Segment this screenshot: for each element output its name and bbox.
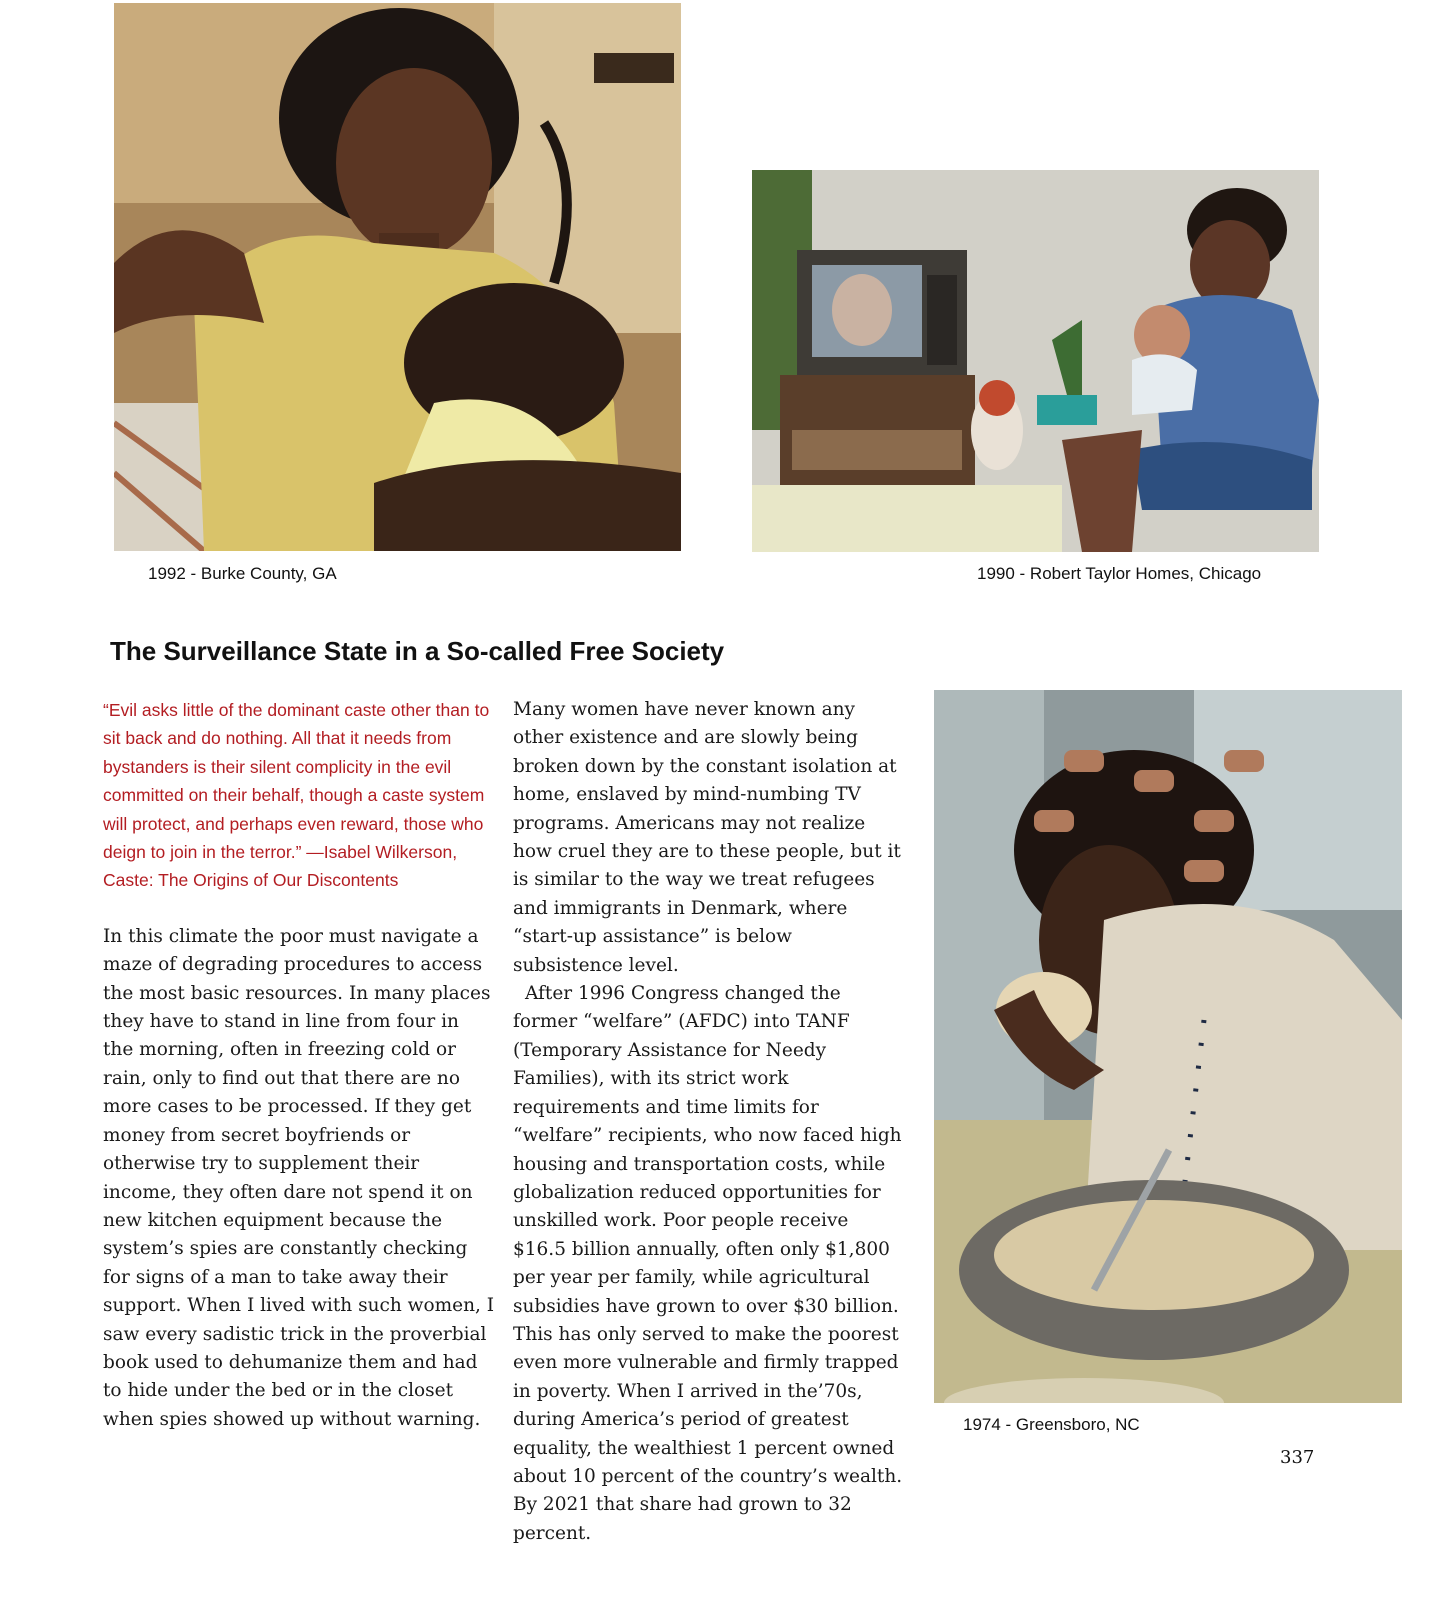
body-paragraph: In this climate the poor must navigate a maze of degrading procedures to access the most basic resources. In many places they have to stand in line from four in the morning, often in freezing cold or rain, only to find out that there are no more cases to be processed. If they get money from secret boyfriends or otherwise try to supplement their income, they often dare not spend it on new kitchen equipment because the system’s spies are constantly checking for signs of a man to take away their support. When I lived with such women, I saw every sadistic trick in the proverbial book used to dehumanize them and had to hide under the bed or in the closet when spies showed up without warning. (103, 925, 495, 1430)
photo-caption-greensboro: 1974 - Greensboro, NC (963, 1415, 1140, 1434)
text-column-middle (513, 696, 905, 1548)
page-number: 337 (1280, 1447, 1315, 1468)
photo-robert-taylor-homes (752, 170, 1319, 552)
article-heading: The Surveillance State in a So-called Free Society (110, 636, 725, 666)
body-paragraph: After 1996 Congress changed the former “welfare” (AFDC) into TANF (Temporary Assistance for Needy Families), with its strict work requirements and time limits for “welfare” recipients, who now faced high housing and transportation costs, while globalization reduced opportunities for unskilled work. Poor people receive $16.5 billion annually, often only $1,800 per year per family, while agricultural subsidies have grown to over $30 billion. This has only served to make the poorest even more vulnerable and firmly trapped in poverty. When I arrived in the’70s, during America’s period of greatest equality, the wealthiest 1 percent owned about 10 percent of the country’s wealth. By 2021 that share had grown to 32 percent. (513, 983, 903, 1544)
photo-caption-robert-taylor-homes: 1990 - Robert Taylor Homes, Chicago (977, 564, 1262, 583)
text-column-left (103, 696, 495, 1434)
photo-burke-county (114, 3, 681, 551)
photo-greensboro (934, 690, 1402, 1403)
photo-caption-burke-county: 1992 - Burke County, GA (148, 564, 337, 583)
body-paragraph: Many women have never known any other existence and are slowly being broken down by the constant isolation at home, enslaved by mind-numbing TV programs. Americans may not realize how cruel they are to these people, but it is similar to the way we treat refugees and immigrants in Denmark, where “start-up assistance” is below subsistence level. (513, 699, 901, 976)
pull-quote: “Evil asks little of the dominant caste other than to sit back and do nothing. All that it needs from bystanders is their silent complicity in the evil committed on their behalf, though a caste system will protect, and perhaps even reward, those who deign to join in the terror.” —Isabel Wilkerson, Caste: The Origins of Our Discontents (103, 700, 490, 891)
